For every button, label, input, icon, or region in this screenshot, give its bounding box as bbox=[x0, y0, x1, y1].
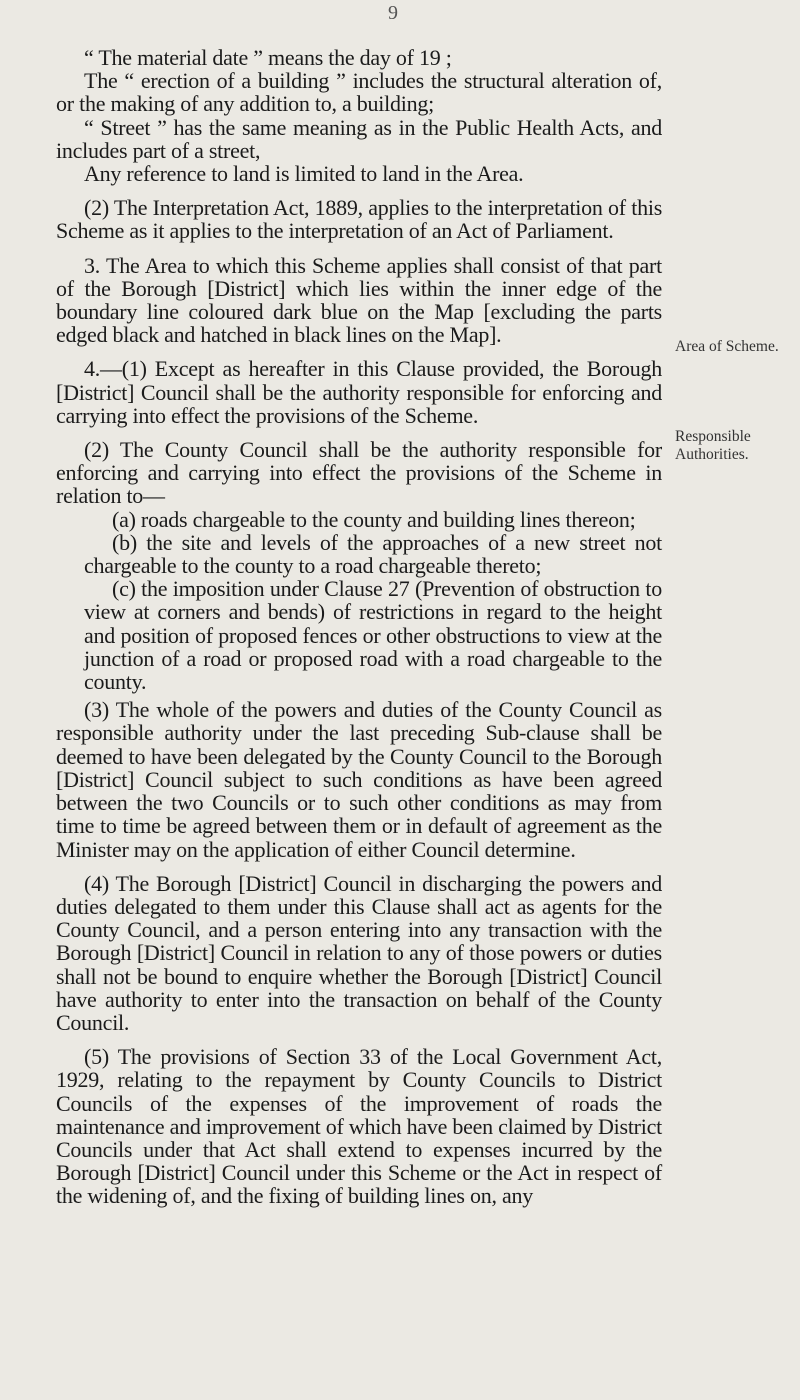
margin-note-area-of-scheme: Area of Scheme. bbox=[675, 338, 779, 355]
definition-erection: The “ erection of a building ” includes the structural alteration of, or the making of any addition to, a building; bbox=[56, 68, 662, 117]
clause-4-5: (5) The provisions of Section 33 of the Local Government Act, 1929, relating to the repayment by County Councils to District Councils of the expenses of the improvement of roads the maintenance and improvement of which have been claimed by District Councils under that Act shall extend to expenses incurred by the Borough [District] Council under this Scheme or the Act in respect of the widening of, and the fixing of building lines on, any bbox=[56, 1044, 662, 1209]
definition-street: “ Street ” has the same meaning as in the Public Health Acts, and includes part of a street, bbox=[56, 114, 662, 163]
definition-land: Any reference to land is limited to land in the Area. bbox=[84, 161, 524, 187]
clause-2-2: (2) The Interpretation Act, 1889, applies to the interpretation of this Scheme as it applies to the interpretation of an Act of Parliament. bbox=[56, 195, 662, 244]
clause-4-2-b: (b) the site and levels of the approaches of a new street not chargeable to the county to a road chargeable thereto; bbox=[84, 529, 662, 579]
clause-4-1: 4.—(1) Except as hereafter in this Clause provided, the Borough [District] Council shall be the authority responsible for enforcing and carrying into effect the provisions of the Scheme. bbox=[56, 356, 662, 428]
clause-3: 3. The Area to which this Scheme applies shall consist of that part of the Borough [District] which lies within the inner edge of the boundary line coloured dark blue on the Map [excluding the parts edged black and hatched in black lines on the Map]. bbox=[56, 252, 662, 348]
page-number: 9 bbox=[388, 2, 398, 24]
margin-note-responsible-authorities: Responsible Authorities. bbox=[675, 428, 751, 463]
clause-4-2: (2) The County Council shall be the authority responsible for enforcing and carrying into effect the provisions of the Scheme in relation to— bbox=[56, 437, 662, 509]
clause-4-2-a: (a) roads chargeable to the county and building lines thereon; bbox=[112, 506, 636, 532]
definition-material-date: “ The material date ” means the day of 19 ; bbox=[84, 45, 452, 70]
clause-4-2-c: (c) the imposition under Clause 27 (Prevention of obstruction to view at corners and bends) of restrictions in regard to the height and position of proposed fences or other obstructions to view at the junction of a road or proposed road with a road chargeable to the county. bbox=[84, 576, 662, 695]
main-text bbox=[56, 46, 662, 1208]
clause-4-3: (3) The whole of the powers and duties of the County Council as responsible authority under the last preceding Sub-clause shall be deemed to have been delegated by the County Council to the Borough [District] Council subject to such conditions as have been agreed between the two Councils or to such other conditions as may from time to time be agreed between them or in default of agreement as the Minister may on the application of either Council determine. bbox=[56, 697, 662, 862]
clause-4-4: (4) The Borough [District] Council in discharging the powers and duties delegated to them under this Clause shall act as agents for the County Council, and a person entering into any transaction with the Borough [District] Council in relation to any of those powers or duties shall not be bound to enquire whether the Borough [District] Council have authority to enter into the transaction on behalf of the County Council. bbox=[56, 870, 662, 1035]
